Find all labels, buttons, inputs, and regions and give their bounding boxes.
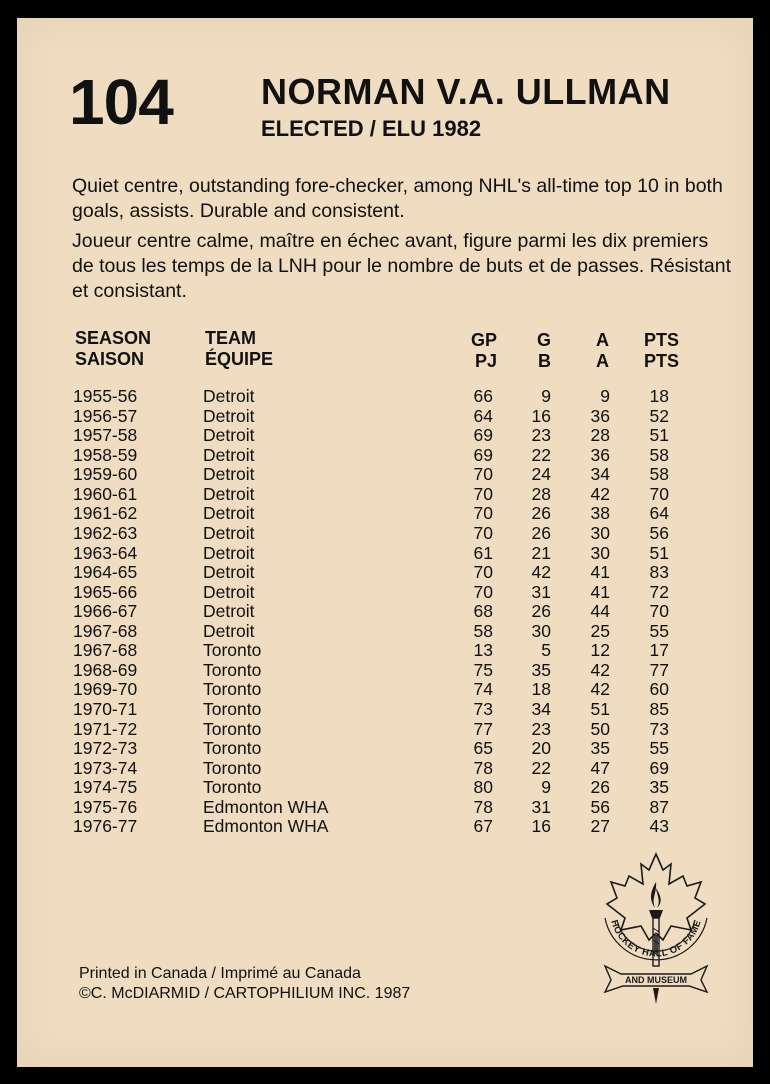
- cell-gp: 70: [473, 464, 493, 485]
- cell-season: 1975-76: [73, 796, 138, 817]
- cell-g: 42: [531, 562, 551, 583]
- cell-gp: 78: [473, 796, 493, 817]
- cell-g: 16: [531, 405, 551, 426]
- player-name: NORMAN V.A. ULLMAN: [261, 71, 671, 112]
- cell-gp: 70: [473, 522, 493, 543]
- cell-pts: 55: [649, 620, 669, 641]
- elected-year: ELECTED / ELU 1982: [261, 116, 482, 141]
- cell-a: 9: [600, 386, 610, 406]
- cell-a: 27: [590, 816, 610, 837]
- cell-g: 9: [541, 777, 551, 798]
- cell-gp: 64: [473, 405, 493, 426]
- table-row: [17, 797, 753, 817]
- footer: [79, 964, 410, 1004]
- cell-team: Detroit: [203, 464, 255, 485]
- cell-team: Detroit: [203, 444, 255, 465]
- cell-pts: 85: [649, 699, 669, 719]
- header-team: TEAM ÉQUIPE: [205, 328, 274, 369]
- cell-team: Detroit: [203, 522, 255, 543]
- cell-pts: 56: [649, 522, 669, 543]
- header-a: A A: [596, 330, 609, 371]
- cell-a: 42: [590, 659, 610, 680]
- cell-pts: 58: [649, 464, 669, 485]
- cell-team: Toronto: [203, 640, 262, 661]
- cell-team: Toronto: [203, 659, 262, 680]
- cell-season: 1956-57: [73, 405, 138, 426]
- cell-season: 1960-61: [73, 483, 138, 504]
- table-row: [17, 523, 753, 543]
- cell-g: 28: [531, 483, 551, 504]
- cell-season: 1971-72: [73, 718, 138, 739]
- cell-g: 23: [531, 425, 551, 446]
- cell-season: 1963-64: [73, 542, 138, 563]
- table-row: [17, 406, 753, 426]
- cell-gp: 13: [473, 640, 493, 661]
- cell-g: 16: [531, 816, 551, 837]
- cell-gp: 70: [473, 562, 493, 583]
- cell-season: 1962-63: [73, 522, 138, 543]
- table-row: [17, 738, 753, 758]
- table-row: [17, 425, 753, 445]
- cell-pts: 60: [649, 679, 669, 700]
- cell-a: 30: [590, 522, 610, 543]
- cell-pts: 18: [649, 386, 669, 406]
- cell-pts: 17: [649, 640, 669, 661]
- header-pts: PTS PTS: [643, 330, 679, 371]
- cell-a: 30: [590, 542, 610, 563]
- cell-a: 12: [590, 640, 610, 661]
- hall-of-fame-logo-icon: [591, 848, 721, 1008]
- cell-a: 47: [590, 757, 610, 778]
- cell-team: Edmonton WHA: [203, 816, 329, 837]
- cell-g: 23: [531, 718, 551, 739]
- cell-gp: 80: [473, 777, 493, 798]
- cell-team: Detroit: [203, 425, 255, 446]
- header-g: G B: [536, 330, 551, 371]
- cell-season: 1964-65: [73, 562, 138, 583]
- cell-a: 44: [590, 601, 610, 622]
- cell-g: 20: [531, 738, 551, 759]
- cell-pts: 77: [649, 659, 669, 680]
- cell-a: 41: [590, 581, 610, 602]
- cell-pts: 83: [649, 562, 669, 583]
- cell-season: 1955-56: [73, 386, 138, 406]
- cell-a: 25: [590, 620, 610, 641]
- cell-gp: 74: [473, 679, 493, 700]
- cell-team: Edmonton WHA: [203, 796, 329, 817]
- cell-pts: 58: [649, 444, 669, 465]
- table-row: [17, 758, 753, 778]
- cell-team: Toronto: [203, 738, 262, 759]
- cell-team: Toronto: [203, 777, 262, 798]
- cell-pts: 64: [649, 503, 669, 524]
- cell-season: 1957-58: [73, 425, 138, 446]
- cell-season: 1969-70: [73, 679, 138, 700]
- cell-gp: 77: [473, 718, 493, 739]
- cell-season: 1961-62: [73, 503, 138, 524]
- cell-a: 28: [590, 425, 610, 446]
- cell-team: Detroit: [203, 562, 255, 583]
- cell-gp: 69: [473, 444, 493, 465]
- logo-arc-text: HOCKEY HALL OF FAME: [608, 918, 704, 960]
- table-row: [17, 699, 753, 719]
- cell-a: 26: [590, 777, 610, 798]
- table-row: [17, 445, 753, 465]
- cell-pts: 52: [649, 405, 669, 426]
- cell-gp: 70: [473, 503, 493, 524]
- cell-gp: 67: [473, 816, 493, 837]
- cell-g: 9: [541, 386, 551, 406]
- cell-g: 24: [531, 464, 551, 485]
- cell-g: 31: [531, 581, 551, 602]
- cell-a: 42: [590, 483, 610, 504]
- header-season: SEASON SAISON: [75, 328, 152, 369]
- cell-g: 21: [531, 542, 551, 563]
- cell-season: 1966-67: [73, 601, 138, 622]
- cell-g: 30: [531, 620, 551, 641]
- table-row: [17, 719, 753, 739]
- cell-a: 41: [590, 562, 610, 583]
- cell-team: Detroit: [203, 542, 255, 563]
- cell-g: 18: [531, 679, 551, 700]
- table-row: [17, 621, 753, 641]
- cell-gp: 61: [473, 542, 493, 563]
- description-english: Quiet centre, outstanding fore-checker, among NHL's all-time top 10 in both goals, assists. Durable and consistent.: [72, 175, 723, 222]
- table-row: [17, 464, 753, 484]
- cell-a: 36: [590, 405, 610, 426]
- cell-pts: 55: [649, 738, 669, 759]
- cell-season: 1967-68: [73, 640, 138, 661]
- cell-gp: 65: [473, 738, 493, 759]
- table-row: [17, 777, 753, 797]
- cell-season: 1972-73: [73, 738, 138, 759]
- cell-g: 26: [531, 522, 551, 543]
- cell-team: Detroit: [203, 503, 255, 524]
- table-row: [17, 543, 753, 563]
- cell-a: 42: [590, 679, 610, 700]
- cell-g: 35: [531, 659, 551, 680]
- table-row: [17, 582, 753, 602]
- cell-team: Detroit: [203, 601, 255, 622]
- cell-season: 1974-75: [73, 777, 138, 798]
- cell-a: 36: [590, 444, 610, 465]
- cell-team: Toronto: [203, 679, 262, 700]
- cell-gp: 58: [473, 620, 493, 641]
- cell-pts: 69: [649, 757, 669, 778]
- header-gp: GP PJ: [470, 330, 497, 371]
- cell-team: Detroit: [203, 620, 255, 641]
- card-back: [17, 18, 753, 1067]
- cell-g: 26: [531, 503, 551, 524]
- cell-season: 1958-59: [73, 444, 138, 465]
- stats-table: [17, 386, 753, 836]
- cell-gp: 70: [473, 581, 493, 602]
- cell-a: 50: [590, 718, 610, 739]
- cell-team: Detroit: [203, 405, 255, 426]
- cell-team: Toronto: [203, 699, 262, 719]
- cell-pts: 51: [649, 425, 669, 446]
- cell-g: 34: [531, 699, 551, 719]
- table-row: [17, 601, 753, 621]
- cell-pts: 73: [649, 718, 669, 739]
- cell-season: 1970-71: [73, 699, 138, 719]
- cell-team: Detroit: [203, 386, 255, 406]
- table-row: [17, 386, 753, 406]
- cell-season: 1968-69: [73, 659, 138, 680]
- cell-g: 5: [541, 640, 551, 661]
- cell-pts: 72: [649, 581, 669, 602]
- cell-team: Detroit: [203, 581, 255, 602]
- description-french: Joueur centre calme, maître en échec avant, figure parmi les dix premiers de tous les temps de la LNH pour le nombre de buts et de passes. Résistant et consistant.: [72, 230, 732, 302]
- table-row: [17, 503, 753, 523]
- cell-gp: 70: [473, 483, 493, 504]
- cell-team: Toronto: [203, 757, 262, 778]
- cell-season: 1976-77: [73, 816, 138, 837]
- table-row: [17, 640, 753, 660]
- cell-pts: 51: [649, 542, 669, 563]
- cell-g: 22: [531, 757, 551, 778]
- cell-a: 35: [590, 738, 610, 759]
- card-number: 104: [69, 66, 173, 138]
- cell-a: 38: [590, 503, 610, 524]
- logo-banner-text: AND MUSEUM: [625, 975, 687, 985]
- table-row: [17, 484, 753, 504]
- cell-pts: 43: [649, 816, 669, 837]
- cell-season: 1967-68: [73, 620, 138, 641]
- cell-g: 31: [531, 796, 551, 817]
- cell-g: 26: [531, 601, 551, 622]
- cell-a: 56: [590, 796, 610, 817]
- cell-team: Detroit: [203, 483, 255, 504]
- table-row: [17, 679, 753, 699]
- cell-pts: 35: [649, 777, 669, 798]
- cell-gp: 69: [473, 425, 493, 446]
- cell-gp: 73: [473, 699, 493, 719]
- printed-in: Printed in Canada / Imprimé au Canada: [79, 965, 361, 982]
- cell-season: 1965-66: [73, 581, 138, 602]
- cell-season: 1973-74: [73, 757, 138, 778]
- table-row: [17, 562, 753, 582]
- cell-g: 22: [531, 444, 551, 465]
- cell-gp: 78: [473, 757, 493, 778]
- cell-season: 1959-60: [73, 464, 138, 485]
- cell-pts: 87: [649, 796, 669, 817]
- cell-gp: 75: [473, 659, 493, 680]
- cell-a: 34: [590, 464, 610, 485]
- cell-pts: 70: [649, 483, 669, 504]
- cell-team: Toronto: [203, 718, 262, 739]
- copyright: ©C. McDIARMID / CARTOPHILIUM INC. 1987: [79, 985, 411, 1002]
- table-row: [17, 660, 753, 680]
- cell-pts: 70: [649, 601, 669, 622]
- cell-a: 51: [590, 699, 610, 719]
- cell-gp: 68: [473, 601, 493, 622]
- cell-gp: 66: [473, 386, 493, 406]
- table-row: [17, 816, 753, 836]
